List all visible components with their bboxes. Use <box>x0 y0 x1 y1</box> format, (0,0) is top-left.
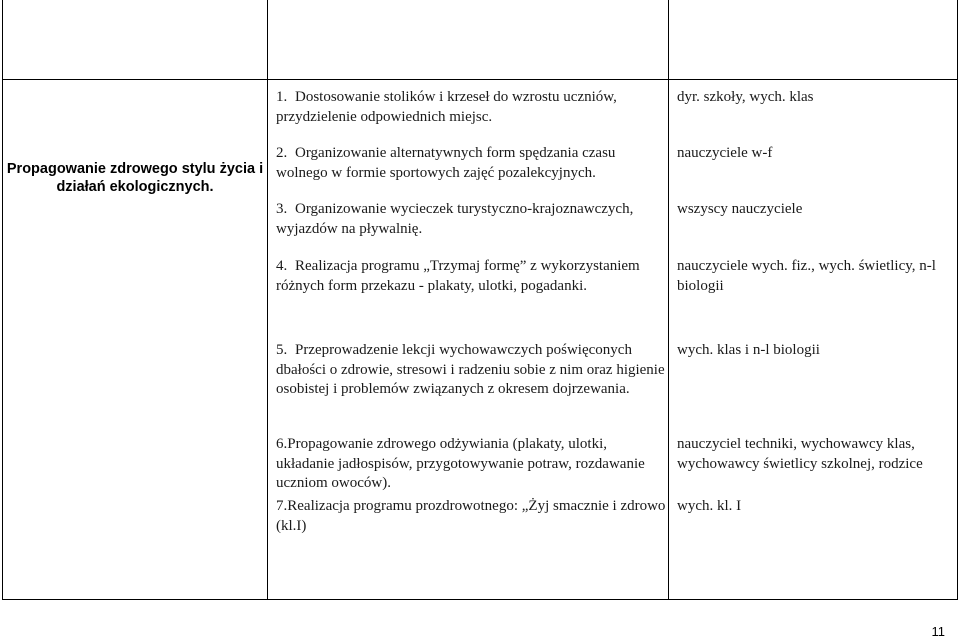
page-number: 11 <box>931 624 945 639</box>
table-row-divider <box>2 79 958 80</box>
task-number: 3. <box>276 201 288 217</box>
task-number: 7. <box>276 498 288 514</box>
task-number: 4. <box>276 258 288 274</box>
task-item-7 <box>276 497 666 536</box>
task-responsible-4: nauczyciele wych. fiz., wych. świetlicy, n-l biologii <box>677 258 936 294</box>
table-border-col2 <box>668 0 669 600</box>
task-number: 5. <box>276 342 288 358</box>
task-item-3 <box>276 200 666 239</box>
section-title: Propagowanie zdrowego stylu życia i działań ekologicznych. <box>6 161 264 195</box>
table-border-right <box>957 0 958 600</box>
task-responsible-2: nauczyciele w-f <box>677 145 773 161</box>
table-border-left <box>2 0 3 600</box>
table-border-bottom <box>2 599 958 600</box>
task-text: Propagowanie zdrowego odżywiania (plakaty, ulotki, układanie jadłospisów, przygotowywanie potraw, rozdawanie uczniom owoców). <box>276 436 645 491</box>
task-text: Realizacja programu prozdrowotnego: „Żyj smacznie i zdrowo (kl.I) <box>276 498 666 534</box>
task-item-6 <box>276 435 666 494</box>
task-responsible-7: wych. kl. I <box>677 498 742 514</box>
task-responsible-6: nauczyciel techniki, wychowawcy klas, wychowawcy świetlicy szkolnej, rodzice <box>677 436 923 472</box>
task-responsible-1: dyr. szkoły, wych. klas <box>677 89 814 105</box>
task-responsible-3: wszyscy nauczyciele <box>677 201 803 217</box>
task-text: Organizowanie wycieczek turystyczno-krajoznawczych, wyjazdów na pływalnię. <box>276 201 634 237</box>
task-item-5 <box>276 341 666 400</box>
task-item-4 <box>276 257 666 296</box>
task-text: Przeprowadzenie lekcji wychowawczych poświęconych dbałości o zdrowie, stresowi i radzeniu sobie z nim oraz higienie osobistej i problemów związanych z okresem dojrzewania. <box>276 342 665 397</box>
task-item-1 <box>276 88 666 127</box>
task-responsible-5: wych. klas i n-l biologii <box>677 342 820 358</box>
task-number: 6. <box>276 436 288 452</box>
task-item-2 <box>276 144 666 183</box>
task-text: Organizowanie alternatywnych form spędzania czasu wolnego w formie sportowych zajęć pozalekcyjnych. <box>276 145 616 181</box>
task-number: 2. <box>276 145 288 161</box>
task-number: 1. <box>276 89 288 105</box>
task-text: Realizacja programu „Trzymaj formę” z wykorzystaniem różnych form przekazu - plakaty, ulotki, pogadanki. <box>276 258 640 294</box>
task-text: Dostosowanie stolików i krzeseł do wzrostu uczniów, przydzielenie odpowiednich miejsc. <box>276 89 617 125</box>
table-border-col1 <box>267 0 268 600</box>
